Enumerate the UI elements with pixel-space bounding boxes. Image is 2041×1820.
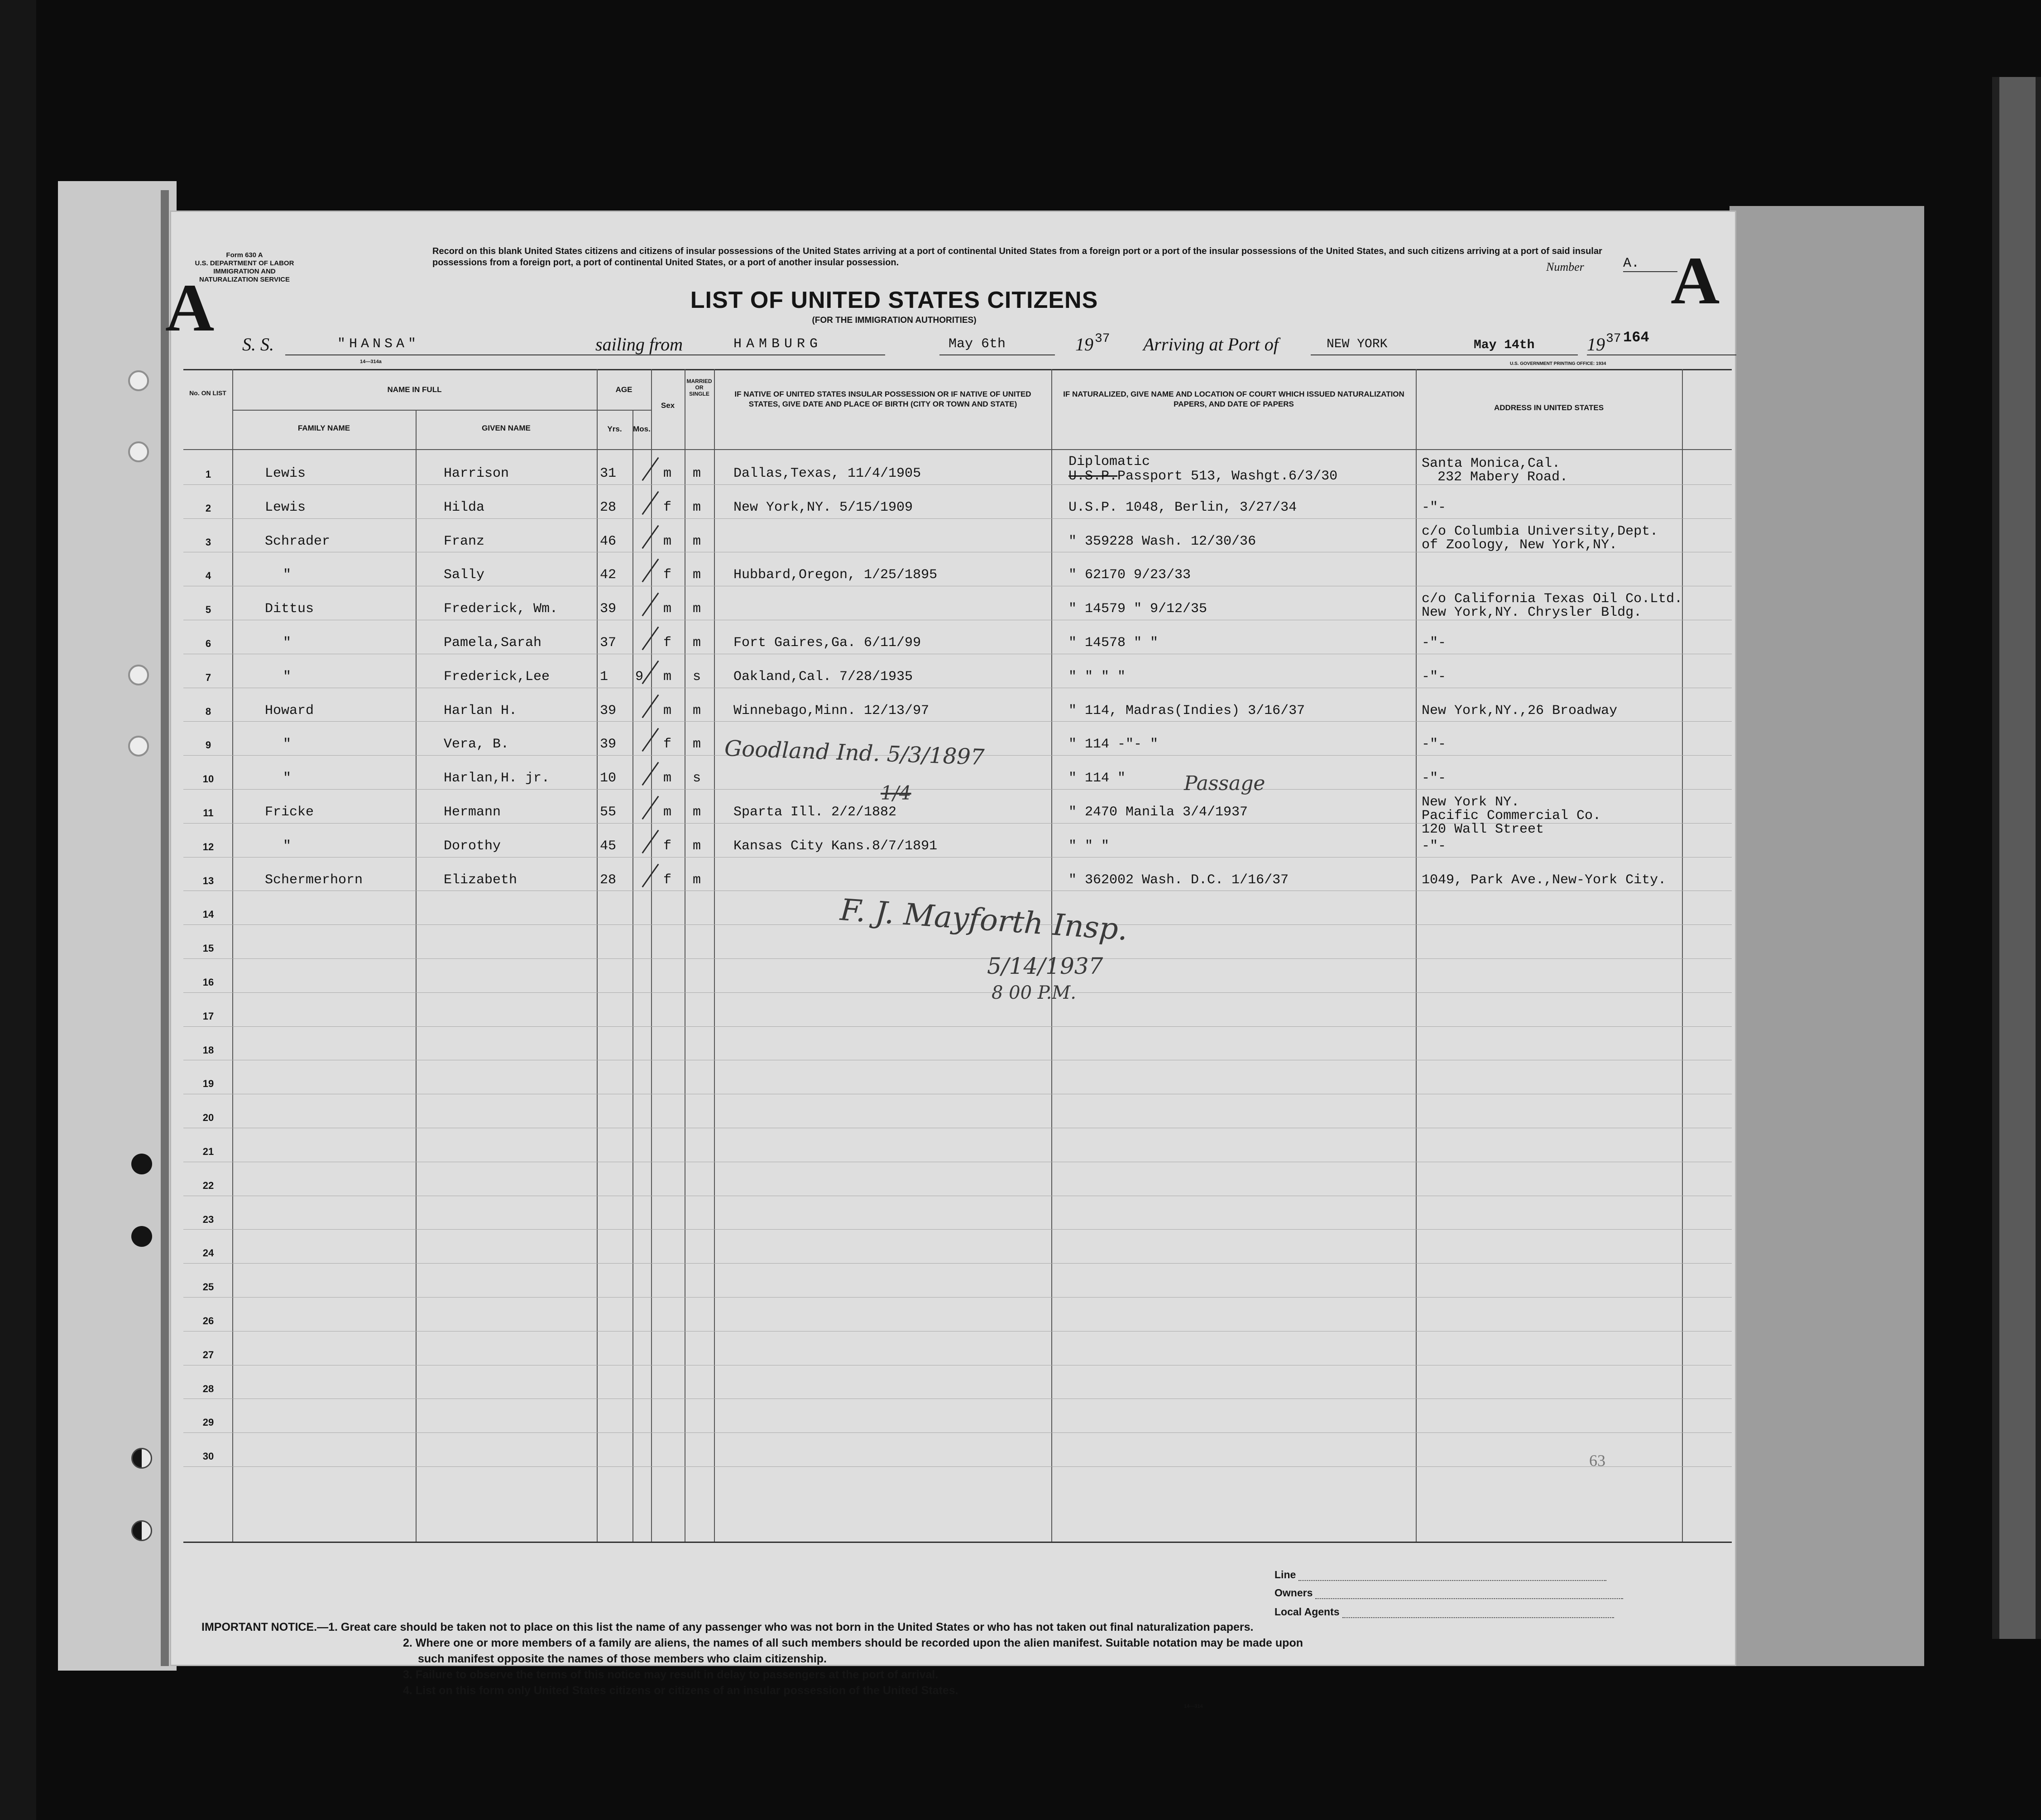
sex-cell: f bbox=[663, 838, 672, 854]
naturalization-cell: " 62170 9/23/33 bbox=[1068, 567, 1191, 583]
naturalization-cell: " 362002 Wash. D.C. 1/16/37 bbox=[1068, 872, 1289, 888]
address-cell: -"- bbox=[1422, 499, 1447, 515]
check-mark bbox=[642, 661, 659, 685]
inspector-signature: F. J. Mayforth Insp. bbox=[839, 892, 1129, 948]
row-number: 19 bbox=[202, 1078, 214, 1090]
check-mark bbox=[642, 491, 659, 515]
address-cell: -"- bbox=[1422, 635, 1447, 651]
given-name-cell: Hilda bbox=[444, 499, 485, 515]
struck-text-cell: U.S.P. bbox=[1068, 469, 1118, 484]
row-number: 29 bbox=[202, 1417, 214, 1428]
naturalization-cell: " " " " bbox=[1068, 669, 1126, 685]
row-rule bbox=[183, 1297, 1732, 1298]
given-name-cell: Hermann bbox=[444, 805, 501, 820]
row-number: 18 bbox=[202, 1044, 214, 1056]
address-cell: -"- bbox=[1422, 669, 1447, 685]
departure-date: May 6th bbox=[949, 336, 1006, 352]
check-mark bbox=[642, 559, 659, 583]
marital-status-cell: m bbox=[693, 703, 701, 718]
age-years-cell: 37 bbox=[600, 635, 617, 651]
binder-hole bbox=[131, 1226, 152, 1247]
naturalization-cell: " 14578 " " bbox=[1068, 635, 1159, 651]
check-mark bbox=[642, 525, 659, 549]
marital-status-cell: m bbox=[693, 533, 701, 549]
col-header-age: AGE bbox=[615, 385, 632, 394]
family-name-cell: " bbox=[283, 567, 292, 583]
family-name-cell: Howard bbox=[265, 703, 314, 718]
col-header-name: NAME IN FULL bbox=[387, 385, 442, 394]
address-cell: -"- bbox=[1422, 771, 1447, 786]
binder-hole bbox=[128, 370, 149, 391]
sex-cell: m bbox=[663, 669, 672, 685]
print-code: 14—314a bbox=[360, 359, 382, 364]
marital-status-cell: m bbox=[693, 635, 701, 651]
given-name-cell: Harlan H. bbox=[444, 703, 517, 718]
row-number: 20 bbox=[202, 1112, 214, 1124]
naturalization-cell: " " " bbox=[1068, 838, 1110, 854]
row-rule bbox=[183, 1229, 1732, 1230]
family-name-cell: Lewis bbox=[265, 499, 306, 515]
col-header-address: ADDRESS IN UNITED STATES bbox=[1494, 403, 1604, 412]
marital-status-cell: m bbox=[693, 466, 701, 481]
family-name-cell: Fricke bbox=[265, 805, 314, 820]
age-years-cell: 39 bbox=[600, 737, 617, 752]
naturalization-cell: " 114, Madras(Indies) 3/16/37 bbox=[1068, 703, 1305, 718]
age-years-cell: 28 bbox=[600, 499, 617, 515]
row-number: 11 bbox=[203, 807, 214, 819]
age-years-cell: 45 bbox=[600, 838, 617, 854]
age-months-cell: 9 bbox=[635, 669, 644, 685]
row-number: 26 bbox=[202, 1315, 214, 1327]
family-name-cell: " bbox=[283, 771, 292, 786]
check-mark bbox=[642, 863, 659, 887]
sex-cell: f bbox=[663, 567, 672, 583]
arrival-date: May 14th bbox=[1474, 338, 1535, 352]
marital-status-cell: m bbox=[693, 805, 701, 820]
print-code-bottom: 14—314 bbox=[1184, 1704, 1203, 1709]
birth-place-cell: Kansas City Kans.8/7/1891 bbox=[733, 838, 938, 854]
row-number: 22 bbox=[202, 1179, 214, 1191]
family-name-cell: " bbox=[283, 635, 292, 651]
naturalization-cell: " 2470 Manila 3/4/1937 bbox=[1068, 805, 1248, 820]
age-years-cell: 10 bbox=[600, 771, 617, 786]
family-name-cell: " bbox=[283, 838, 292, 854]
check-mark bbox=[642, 593, 659, 617]
row-number: 14 bbox=[202, 909, 214, 920]
departure-year: 37 bbox=[1095, 332, 1110, 346]
year-prefix: 19 bbox=[1075, 334, 1093, 354]
sex-cell: f bbox=[663, 737, 672, 752]
sex-cell: m bbox=[663, 466, 672, 481]
given-name-cell: Franz bbox=[444, 533, 485, 549]
check-mark bbox=[642, 694, 659, 718]
instructions: Record on this blank United States citizens and citizens of insular possessions of the United States arriving at a port of continental United States from a foreign port or a port of the insular possessions of the United States, and such citizens arriving at a port of said insular possessions from a foreign port, a port of continental United States, or a port of another insular possession. bbox=[432, 246, 1602, 268]
row-rule bbox=[183, 789, 1732, 790]
family-name-cell: " bbox=[283, 669, 292, 685]
address-cell: -"- bbox=[1422, 737, 1447, 752]
address-cell: c/o Columbia University,Dept. bbox=[1422, 523, 1658, 539]
naturalization-cell: Passport 513, Washgt.6/3/30 bbox=[1117, 469, 1338, 484]
inspection-date: 5/14/1937 bbox=[987, 953, 1103, 979]
inspection-time: 8 00 P.M. bbox=[992, 982, 1076, 1003]
birth-place-cell: Oakland,Cal. 7/28/1935 bbox=[733, 669, 913, 685]
important-notice: IMPORTANT NOTICE.—1. Great care should be taken not to place on this list the name of any passenger who was not born in the United States or who has not taken out final naturalization papers. 2. Where one or more members of a family are aliens, the names of all such members should be recorded upon the alien manifest. Suitable notation may be made upon such manifest opposite the names of those members who claim citizenship. 3. Failure to observe the terms of this notice may result in delay to passengers at the port of arrival. 4. List on this form only United States citizens or citizens of an insular possession of the United States. bbox=[201, 1621, 1303, 1697]
address-cell: -"- bbox=[1422, 838, 1447, 854]
binding-edge bbox=[161, 190, 169, 1666]
marital-status-cell: m bbox=[693, 872, 701, 888]
handwritten-passage-note: Passage bbox=[1184, 772, 1265, 795]
check-mark bbox=[642, 627, 659, 651]
row-rule bbox=[183, 1026, 1732, 1027]
row-number: 15 bbox=[202, 943, 214, 954]
age-years-cell: 1 bbox=[600, 669, 608, 685]
age-years-cell: 39 bbox=[600, 703, 617, 718]
number-value: A. bbox=[1623, 256, 1677, 272]
given-name-cell: Vera, B. bbox=[444, 737, 509, 752]
port-to: NEW YORK bbox=[1327, 337, 1388, 351]
marital-status-cell: s bbox=[693, 669, 701, 685]
marital-status-cell: m bbox=[693, 838, 701, 854]
row-rule bbox=[183, 958, 1732, 959]
stamp-number: 164 bbox=[1623, 329, 1649, 346]
row-rule bbox=[183, 1466, 1732, 1467]
agent-local-field: Local Agents bbox=[1274, 1606, 1614, 1618]
age-years-cell: 46 bbox=[600, 533, 617, 549]
given-name-cell: Pamela,Sarah bbox=[444, 635, 542, 651]
agent-owners-field: Owners bbox=[1274, 1587, 1623, 1599]
row-number: 1 bbox=[205, 469, 211, 480]
given-name-cell: Elizabeth bbox=[444, 872, 517, 888]
scan-border-left bbox=[0, 0, 36, 1820]
address-cell: of Zoology, New York,NY. bbox=[1422, 537, 1618, 553]
marital-status-cell: m bbox=[693, 737, 701, 752]
sex-cell: f bbox=[663, 635, 672, 651]
row-number: 4 bbox=[205, 570, 211, 582]
binder-hole bbox=[131, 1154, 152, 1174]
row-rule bbox=[183, 518, 1732, 519]
marital-status-cell: m bbox=[693, 567, 701, 583]
age-years-cell: 31 bbox=[600, 466, 617, 481]
birth-place-cell: Sparta Ill. 2/2/1882 bbox=[733, 805, 897, 820]
row-number: 9 bbox=[205, 739, 211, 751]
col-header-native: IF NATIVE OF UNITED STATES INSULAR POSSESSION OR IF NATIVE OF UNITED STATES, GIVE DATE AND PLACE OF BIRTH (CITY OR TOWN AND STATE) bbox=[734, 390, 1031, 408]
scan-border-right bbox=[1992, 77, 2041, 1639]
ship-name: "HANSA" bbox=[337, 336, 420, 352]
row-number: 17 bbox=[202, 1010, 214, 1022]
check-mark bbox=[642, 796, 659, 820]
form-id: Form 630 A U.S. DEPARTMENT OF LABOR IMMIGRATION AND NATURALIZATION SERVICE bbox=[195, 251, 294, 283]
marital-status-cell: m bbox=[693, 499, 701, 515]
given-name-cell: Harrison bbox=[444, 466, 509, 481]
handwritten-struck-row10: 1/4 bbox=[881, 782, 911, 804]
family-name-cell: " bbox=[283, 737, 292, 752]
naturalization-cell: " 114 " bbox=[1068, 771, 1126, 786]
sex-cell: m bbox=[663, 533, 672, 549]
check-mark bbox=[642, 830, 659, 854]
birth-place-cell: New York,NY. 5/15/1909 bbox=[733, 499, 913, 515]
row-number: 23 bbox=[202, 1213, 214, 1225]
row-number: 3 bbox=[205, 536, 211, 548]
col-header-married: MARRIED OR SINGLE bbox=[686, 378, 712, 397]
marital-status-cell: m bbox=[693, 601, 701, 617]
col-header-given: GIVEN NAME bbox=[482, 424, 531, 432]
row-number: 13 bbox=[202, 875, 214, 886]
given-name-cell: Harlan,H. jr. bbox=[444, 771, 550, 786]
ss-label: S. S. bbox=[242, 334, 274, 354]
sex-cell: f bbox=[663, 872, 672, 888]
row-number: 21 bbox=[202, 1146, 214, 1157]
birth-place-cell: Dallas,Texas, 11/4/1905 bbox=[733, 466, 921, 481]
naturalization-note-cell: Diplomatic bbox=[1068, 454, 1150, 469]
address-cell: Santa Monica,Cal. bbox=[1422, 456, 1561, 471]
arriving-label: Arriving at Port of bbox=[1143, 334, 1279, 354]
address-cell: New York,NY. Chrysler Bldg. bbox=[1422, 605, 1642, 621]
family-name-cell: Schrader bbox=[265, 533, 331, 549]
binder-hole bbox=[128, 441, 149, 462]
address-cell: 1049, Park Ave.,New-York City. bbox=[1422, 872, 1667, 888]
page-subtitle: (FOR THE IMMIGRATION AUTHORITIES) bbox=[812, 316, 977, 325]
binder-hole bbox=[128, 665, 149, 685]
sex-cell: f bbox=[663, 499, 672, 515]
citizen-list-form bbox=[165, 211, 1736, 1709]
row-number: 12 bbox=[202, 841, 214, 853]
sex-cell: m bbox=[663, 805, 672, 820]
row-number: 24 bbox=[202, 1247, 214, 1259]
given-name-cell: Dorothy bbox=[444, 838, 501, 854]
sex-cell: m bbox=[663, 771, 672, 786]
col-header-yrs: Yrs. bbox=[607, 425, 622, 433]
arrival-year-prefix: 19 bbox=[1587, 334, 1605, 354]
age-years-cell: 39 bbox=[600, 601, 617, 617]
age-years-cell: 28 bbox=[600, 872, 617, 888]
row-rule bbox=[183, 1263, 1732, 1264]
row-number: 7 bbox=[205, 671, 211, 683]
row-rule bbox=[183, 721, 1732, 722]
page-title: LIST OF UNITED STATES CITIZENS bbox=[690, 287, 1098, 313]
print-office-note: U.S. GOVERNMENT PRINTING OFFICE: 1934 bbox=[1510, 361, 1606, 366]
page-stamp: 63 bbox=[1589, 1451, 1605, 1470]
col-header-sex: Sex bbox=[661, 401, 675, 410]
age-years-cell: 55 bbox=[600, 805, 617, 820]
naturalization-cell: " 14579 " 9/12/35 bbox=[1068, 601, 1207, 617]
naturalization-cell: U.S.P. 1048, Berlin, 3/27/34 bbox=[1068, 499, 1297, 515]
col-header-no: No. ON LIST bbox=[189, 389, 226, 397]
check-mark bbox=[642, 457, 659, 481]
birth-place-cell: Fort Gaires,Ga. 6/11/99 bbox=[733, 635, 921, 651]
address-cell: New York NY. bbox=[1422, 795, 1520, 810]
form-letter-right: A bbox=[1671, 243, 1720, 318]
row-number: 16 bbox=[202, 977, 214, 988]
binding-strip bbox=[58, 181, 177, 1671]
col-header-naturalized: IF NATURALIZED, GIVE NAME AND LOCATION OF COURT WHICH ISSUED NATURALIZATION PAPERS, AND DATE OF PAPERS bbox=[1063, 390, 1404, 408]
number-label: Number bbox=[1546, 260, 1584, 273]
form-letter-left: A bbox=[165, 270, 215, 345]
row-number: 5 bbox=[205, 604, 211, 616]
family-name-cell: Schermerhorn bbox=[265, 872, 363, 888]
birth-place-cell: Hubbard,Oregon, 1/25/1895 bbox=[733, 567, 938, 583]
age-years-cell: 42 bbox=[600, 567, 617, 583]
row-number: 2 bbox=[205, 502, 211, 514]
arrival-year: 37 bbox=[1606, 332, 1621, 346]
address-cell: Pacific Commercial Co. bbox=[1422, 808, 1601, 824]
row-number: 27 bbox=[202, 1349, 214, 1360]
row-number: 10 bbox=[202, 773, 214, 785]
given-name-cell: Frederick,Lee bbox=[444, 669, 550, 685]
sex-cell: m bbox=[663, 703, 672, 718]
row-number: 6 bbox=[205, 638, 211, 649]
binder-hole bbox=[131, 1448, 152, 1469]
col-header-family: FAMILY NAME bbox=[297, 424, 350, 432]
naturalization-cell: " 114 -"- " bbox=[1068, 737, 1159, 752]
handwritten-birth-row9: Goodland Ind. 5/3/1897 bbox=[724, 735, 985, 771]
binder-hole bbox=[131, 1520, 152, 1541]
col-header-mos: Mos. bbox=[633, 425, 651, 433]
sex-cell: m bbox=[663, 601, 672, 617]
marital-status-cell: s bbox=[693, 771, 701, 786]
row-number: 8 bbox=[205, 705, 211, 717]
address-cell: 120 Wall Street bbox=[1422, 822, 1544, 837]
family-name-cell: Lewis bbox=[265, 466, 306, 481]
naturalization-cell: " 359228 Wash. 12/30/36 bbox=[1068, 533, 1256, 549]
row-rule bbox=[183, 992, 1732, 993]
check-mark bbox=[642, 728, 659, 752]
birth-place-cell: Winnebago,Minn. 12/13/97 bbox=[733, 703, 929, 718]
address-cell: c/o California Texas Oil Co.Ltd. bbox=[1422, 591, 1683, 607]
address-cell: New York,NY.,26 Broadway bbox=[1422, 703, 1618, 718]
sailing-label: sailing from bbox=[595, 334, 683, 354]
check-mark bbox=[642, 762, 659, 786]
row-number: 25 bbox=[202, 1281, 214, 1293]
backing-board bbox=[1730, 206, 1924, 1666]
given-name-cell: Sally bbox=[444, 567, 485, 583]
family-name-cell: Dittus bbox=[265, 601, 314, 617]
agent-line-field: Line bbox=[1274, 1569, 1606, 1581]
row-number: 30 bbox=[202, 1451, 214, 1462]
row-rule bbox=[183, 1432, 1732, 1433]
port-from: HAMBURG bbox=[733, 336, 823, 352]
row-number: 28 bbox=[202, 1383, 214, 1394]
binder-hole bbox=[128, 736, 149, 757]
given-name-cell: Frederick, Wm. bbox=[444, 601, 558, 617]
address-cell: 232 Mabery Road. bbox=[1437, 469, 1568, 485]
